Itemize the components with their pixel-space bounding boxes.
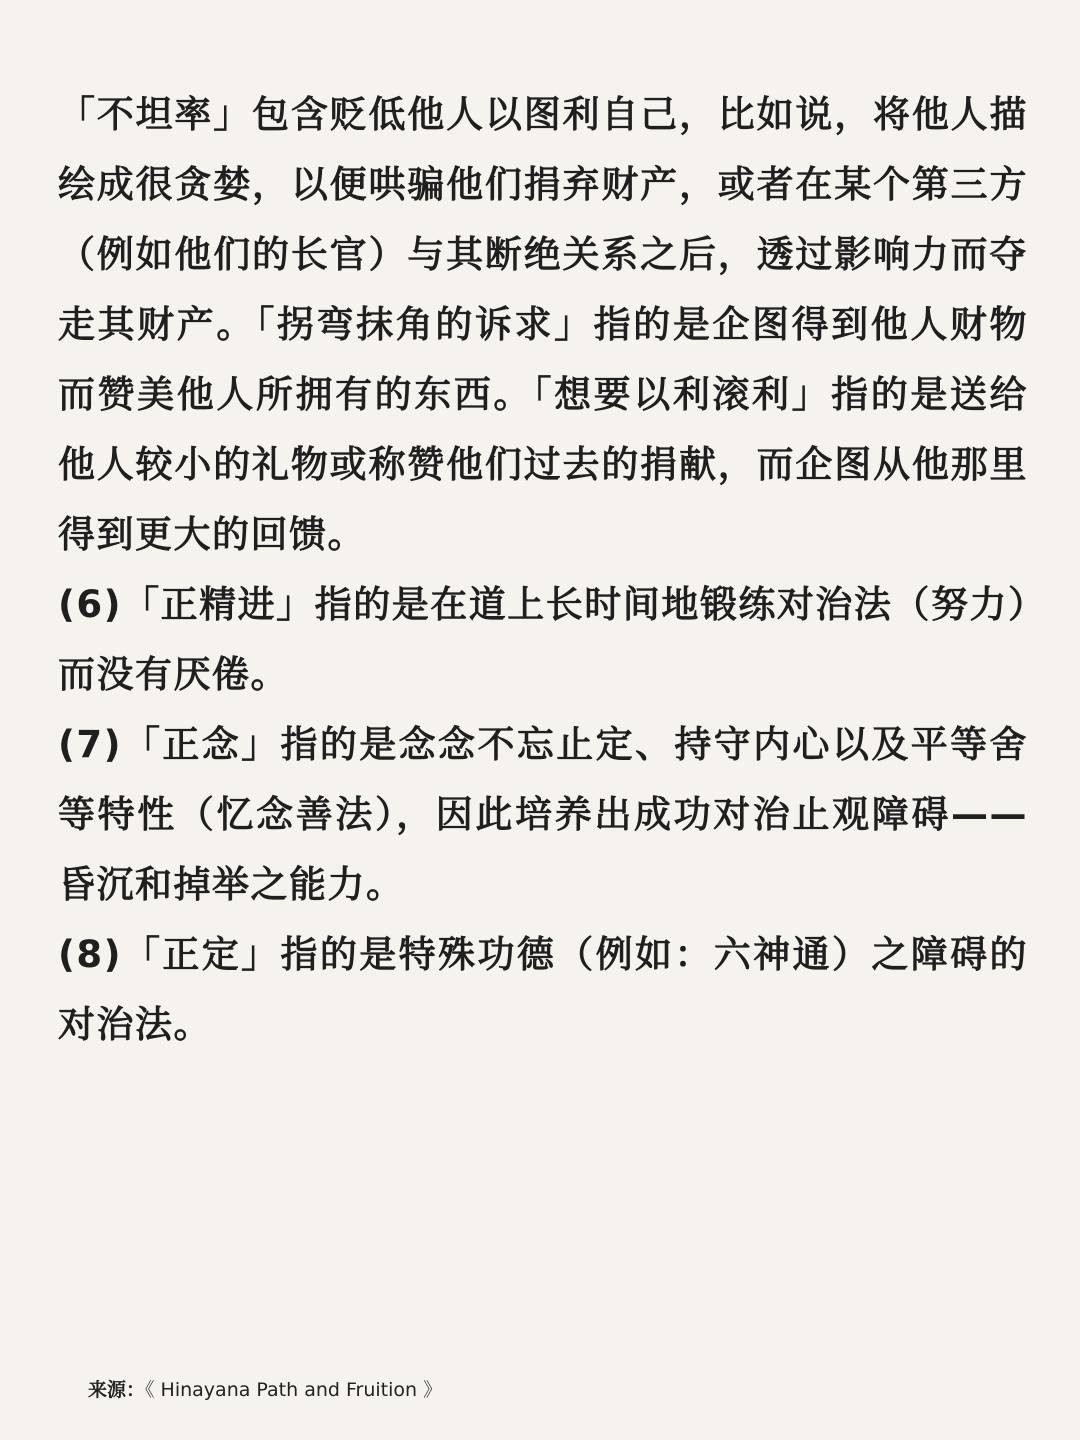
source-citation [88, 1376, 442, 1404]
document-body [58, 80, 1028, 1060]
paragraph-right-concentration: (8)「正定」指的是特殊功德（例如：六神通）之障碍的对治法。 [58, 933, 1028, 1046]
paragraph-right-effort: (6)「正精进」指的是在道上长时间地锻练对治法（努力）而没有厌倦。 [58, 583, 1028, 696]
source-title: 《 Hinayana Path and Fruition 》 [145, 1379, 443, 1401]
paragraph-right-mindfulness: (7)「正念」指的是念念不忘止定、持守内心以及平等舍等特性（忆念善法），因此培养出成功对治止观障碍——昏沉和掉举之能力。 [58, 723, 1028, 906]
paragraph-dishonesty: 「不坦率」包含贬低他人以图利自己，比如说，将他人描绘成很贪婪，以便哄骗他们捐弃财产，或者在某个第三方（例如他们的长官）与其断绝关系之后，透过影响力而夺走其财产。「拐弯抹角的诉求」指的是企图得到他人财物而赞美他人所拥有的东西。「想要以利滚利」指的是送给他人较小的礼物或称赞他们过去的捐献，而企图从他那里得到更大的回馈。 [58, 93, 1028, 556]
source-label: 来源： [88, 1379, 146, 1401]
